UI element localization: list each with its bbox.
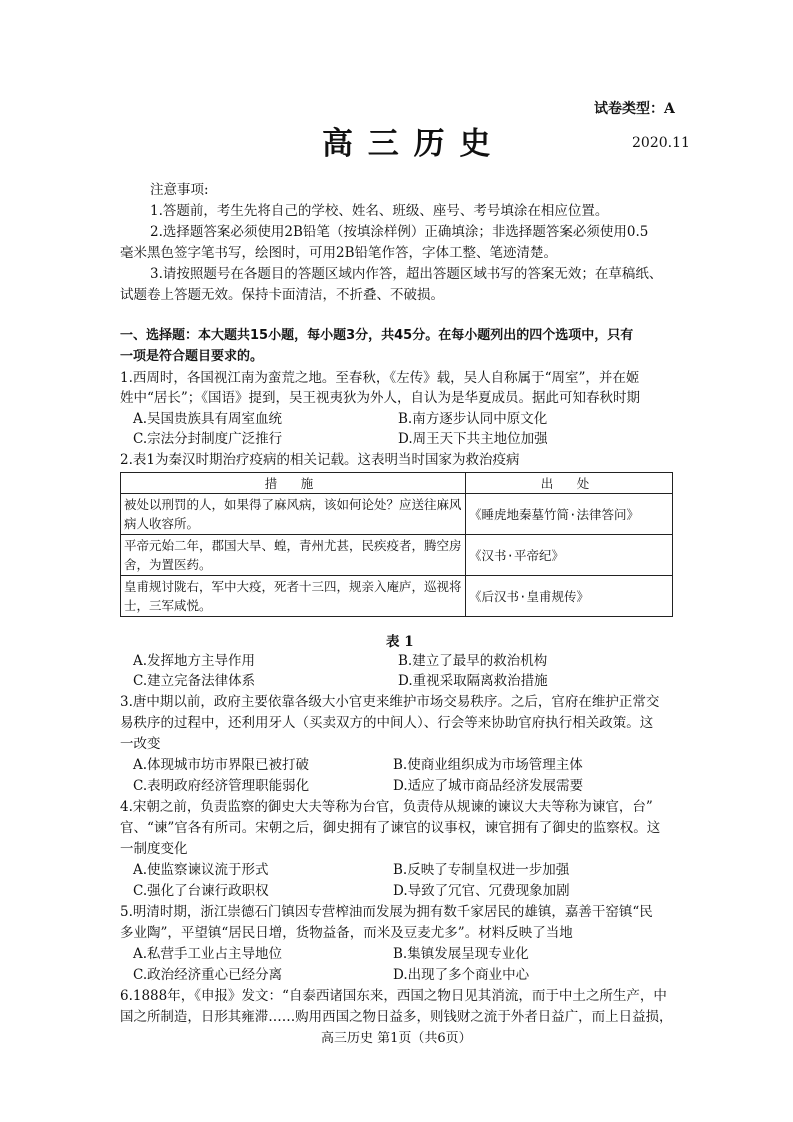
option-b: B.使商业组织成为市场管理主体	[393, 757, 583, 773]
question-stem: 5.明清时期，浙江崇德石门镇因专营榨油而发展为拥有数千家居民的雄镇，嘉善干窑镇“民	[120, 904, 653, 920]
question-stem: 姓中“居长”；《国语》提到，吴王视夷狄为外人，自认为是华夏成员。据此可知春秋时期	[120, 390, 641, 406]
option-a: A.发挥地方主导作用	[133, 653, 256, 669]
option-c: C.宗法分封制度广泛推行	[133, 431, 283, 447]
option-a: A.体现城市坊市界限已被打破	[133, 757, 310, 773]
page-footer: 高三历史 第1页（共6页）	[321, 1031, 472, 1046]
option-c: C.政治经济重心已经分离	[133, 967, 283, 983]
table-cell: 皇甫规讨陇右，军中大疫，死者十三四，规亲入庵庐，巡视将士，三军咸悦。	[121, 576, 466, 617]
option-b: B.南方逐步认同中原文化	[398, 411, 548, 427]
table-cell: 《睡虎地秦墓竹简·法律答问》	[466, 494, 673, 535]
option-c: C.建立完备法律体系	[133, 673, 256, 689]
paper-type: 试卷类型：A	[594, 101, 675, 117]
table-header: 出 处	[466, 473, 673, 494]
table-header-row	[121, 473, 673, 494]
notice-line: 1.答题前，考生先将自己的学校、姓名、班级、座号、考号填涂在相应位置。	[150, 203, 609, 219]
option-d: D.导致了冗官、冗费现象加剧	[393, 883, 570, 899]
question-stem: 6.1888年，《申报》发文：“自泰西诸国东来，西国之物日见其消流，而于中土之所生产，中	[120, 988, 667, 1004]
question-stem: 一制度变化	[120, 841, 188, 857]
table-row	[121, 576, 673, 617]
question-stem: 易秩序的过程中，还利用牙人（买卖双方的中间人）、行会等来协助官府执行相关政策。这	[120, 715, 654, 731]
option-c: C.强化了台谏行政职权	[133, 883, 269, 899]
option-b: B.集镇发展呈现专业化	[393, 946, 529, 962]
table-cell: 《后汉书·皇甫规传》	[466, 576, 673, 617]
question-stem: 官、“谏”官各有所司。宋朝之后，御史拥有了谏官的议事权，谏官拥有了御史的监察权。这	[120, 820, 661, 836]
question-stem: 多业陶”，平望镇“居民日增，货物益备，而米及豆麦尤多”。材料反映了当地	[120, 925, 573, 941]
option-d: D.出现了多个商业中心	[393, 967, 530, 983]
records-table	[120, 472, 673, 617]
table-header: 措 施	[121, 473, 466, 494]
table-row	[121, 535, 673, 576]
table-cell: 《汉书·平帝纪》	[466, 535, 673, 576]
question-stem: 2.表1为秦汉时期治疗疫病的相关记载。这表明当时国家为救治疫病	[120, 452, 520, 468]
exam-date: 2020.11	[632, 135, 690, 151]
option-d: D.周王天下共主地位加强	[398, 431, 548, 447]
option-a: A.吴国贵族具有周室血统	[133, 411, 283, 427]
table-cell: 平帝元始二年，郡国大旱、蝗，青州尤甚，民疾疫者，腾空房舍，为置医药。	[121, 535, 466, 576]
page-title: 高 三 历 史	[322, 126, 493, 162]
question-stem: 1.西周时，各国视江南为蛮荒之地。至春秋，《左传》载，吴人自称属于“周室”，并在姬	[120, 370, 640, 386]
notice-line: 试题卷上答题无效。保持卡面清洁，不折叠、不破损。	[120, 287, 444, 303]
table-caption: 表 1	[386, 634, 414, 650]
option-a: A.私营手工业占主导地位	[133, 946, 283, 962]
option-d: D.适应了城市商品经济发展需要	[393, 778, 584, 794]
notice-line: 3.请按照题号在各题目的答题区域内作答，超出答题区域书写的答案无效；在草稿纸、	[150, 266, 663, 282]
option-c: C.表明政府经济管理职能弱化	[133, 778, 310, 794]
option-b: B.建立了最早的救治机构	[398, 653, 548, 669]
notice-line: 2.选择题答案必须使用2B铅笔（按填涂样例）正确填涂；非选择题答案必须使用0.5	[150, 224, 649, 240]
option-b: B.反映了专制皇权进一步加强	[393, 862, 570, 878]
table-cell: 被处以刑罚的人，如果得了麻风病，该如何论处？应送往麻风病人收容所。	[121, 494, 466, 535]
question-stem: 一改变	[120, 736, 161, 752]
section-heading: 一项是符合题目要求的。	[120, 349, 264, 364]
table-row	[121, 494, 673, 535]
question-stem: 3.唐中期以前，政府主要依靠各级大小官吏来维护市场交易秩序。之后，官府在维护正常交	[120, 694, 660, 710]
option-a: A.使监察谏议流于形式	[133, 862, 269, 878]
notice-line: 毫米黑色签字笔书写，绘图时，可用2B铅笔作答，字体工整、笔迹清楚。	[120, 245, 558, 261]
option-d: D.重视采取隔离救治措施	[398, 673, 548, 689]
notice-heading: 注意事项:	[150, 182, 209, 198]
section-heading: 一、选择题：本大题共15小题，每小题3分，共45分。在每小题列出的四个选项中，只有	[120, 328, 634, 343]
question-stem: 国之所制造，日形其雍滞……购用西国之物日益多，则钱财之流于外者日益广，而上日益损，	[120, 1009, 673, 1025]
question-stem: 4.宋朝之前，负责监察的御史大夫等称为台官，负责侍从规谏的谏议大夫等称为谏官，台”	[120, 799, 653, 815]
